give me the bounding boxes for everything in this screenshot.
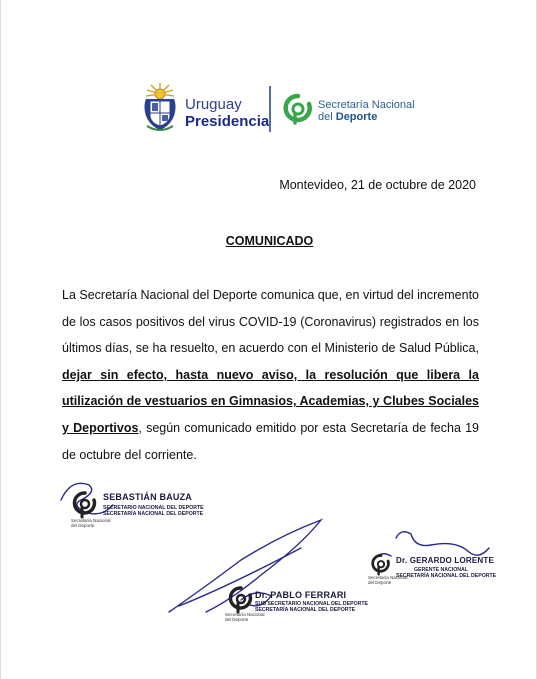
- snd-line2-bold: Deporte: [335, 111, 378, 123]
- document-title: COMUNICADO: [225, 234, 314, 248]
- signer-org: SECRETARÍA NACIONAL DEL DEPORTE: [396, 573, 497, 579]
- seal-text-1: Secretaría Nacional: [225, 612, 265, 617]
- signature-ferrari: [227, 585, 387, 625]
- seal-text-1: Secretaría Nacional: [368, 575, 408, 580]
- seal-text-2: del Deporte: [225, 617, 249, 622]
- snd-line1: Secretaría Nacional: [318, 99, 415, 111]
- uruguay-label: Uruguay: [185, 96, 242, 113]
- seal-text-1: Secretaría Nacional: [71, 518, 111, 523]
- signature-lorente: [370, 553, 510, 593]
- seal-text-2: del Deporte: [71, 523, 95, 528]
- signature-bauza: [71, 490, 221, 530]
- signer-name: SEBASTIÁN BAUZA: [103, 492, 193, 502]
- seal-icon: [71, 490, 99, 520]
- signer-name: Dr. GERARDO LORENTE: [396, 556, 495, 565]
- signer-title: GERENTE NACIONAL: [414, 567, 468, 573]
- signer-org: SECRETARÍA NACIONAL DEL DEPORTE: [103, 511, 204, 517]
- snd-line2-prefix: del: [318, 111, 336, 123]
- seal-icon: [227, 585, 255, 615]
- signer-title: SUB SECRETARIO NACIONAL DEL DEPORTE: [255, 601, 368, 607]
- presidencia-label: Presidencia: [185, 113, 270, 130]
- body-part-2: , según comunicado emitido por esta Secretaría de fecha 19 de octubre del corriente.: [62, 420, 479, 462]
- seal-icon: [370, 553, 392, 577]
- body-part-1: La Secretaría Nacional del Deporte comunica que, en virtud del incremento de los casos positivos del virus COVID-19 (Coronavirus) registrados en los últimos días, se ha resuelto, en acuerdo con el Ministerio de Salud Pública,: [62, 288, 479, 356]
- seal-text-2: del Deporte: [368, 580, 392, 585]
- signer-title: SECRETARIO NACIONAL DEL DEPORTE: [103, 505, 204, 511]
- signer-org: SECRETARÍA NACIONAL DEL DEPORTE: [255, 607, 356, 613]
- body-emphasis: dejar sin efecto, hasta nuevo aviso, la resolución que libera la utilización de vestuarios en Gimnasios, Academias, y Clubes Sociales y Deportivos: [62, 367, 479, 435]
- document-date: Montevideo, 21 de octubre de 2020: [279, 178, 476, 192]
- signer-name: Dr. PABLO FERRARI: [255, 590, 347, 600]
